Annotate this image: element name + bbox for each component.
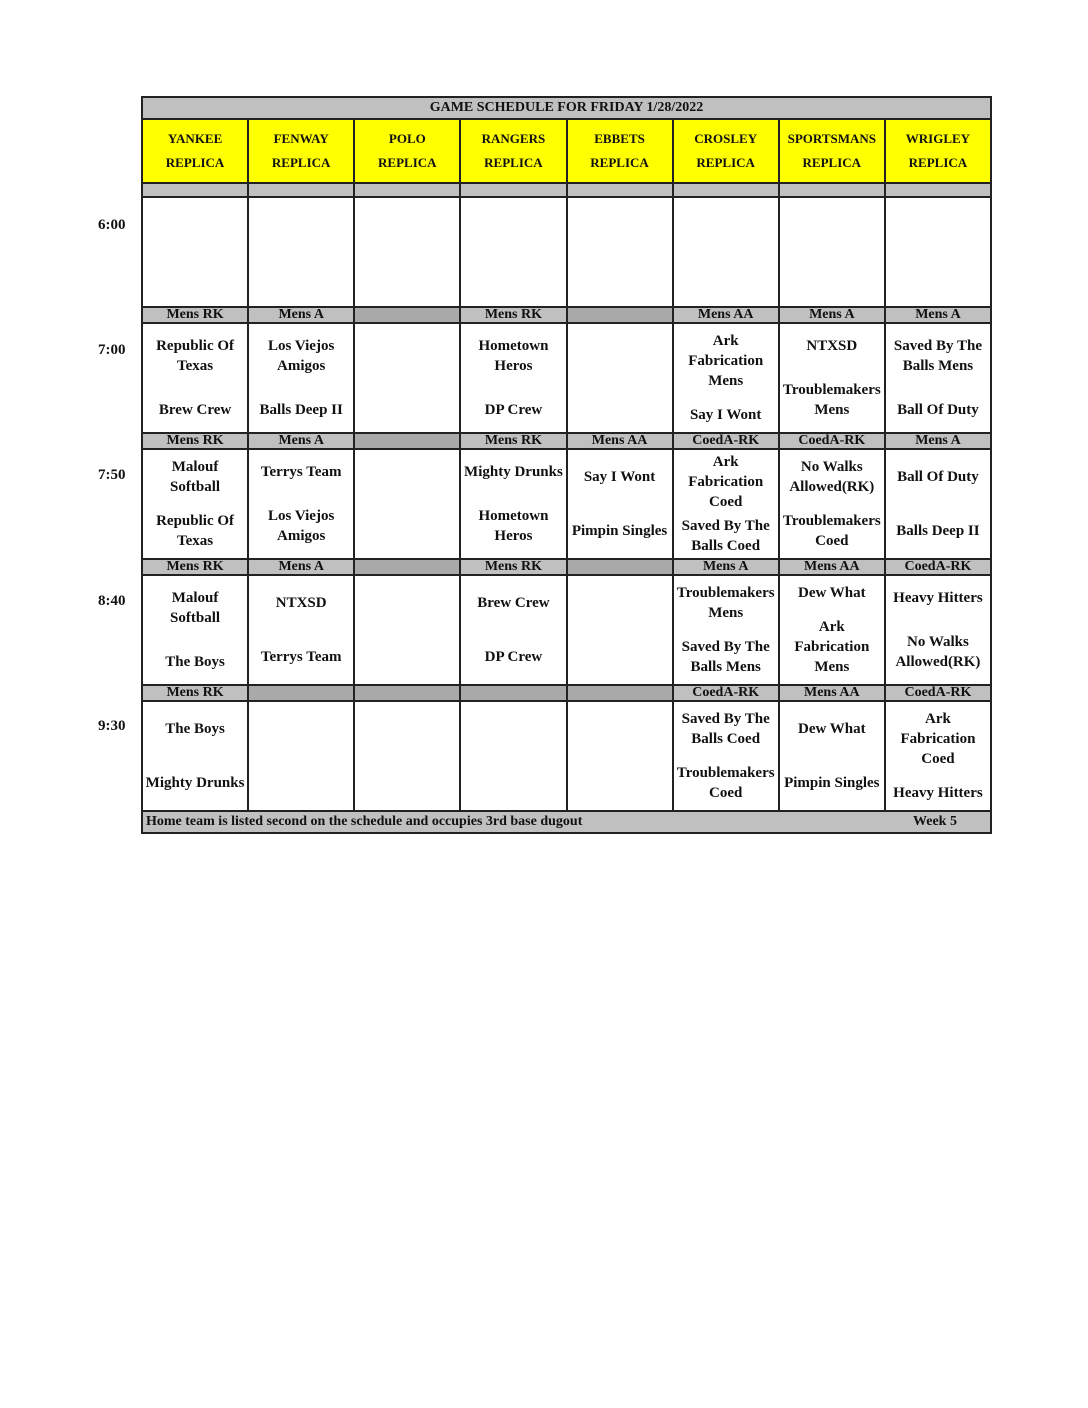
home-team [355,521,459,541]
field-name: EBBETS [594,131,645,146]
field-header-crosley [673,119,779,183]
division-label [354,307,460,323]
time-slot-label: 9:30 [98,718,126,734]
away-team: Dew What [797,585,866,601]
away-team [355,593,459,613]
schedule-title: GAME SCHEDULE FOR FRIDAY 1/28/2022 [142,97,991,119]
division-label: CoedA-RK [673,433,779,449]
field-name: CROSLEY [694,131,758,146]
away-team [143,215,247,235]
game-cell [779,575,885,685]
away-team: Terrys Team [260,464,342,480]
away-team: Dew What [797,721,866,737]
home-team [780,269,884,289]
home-team: Troublemakers Coed [782,513,881,549]
field-header-wrigley [885,119,991,183]
home-team: Balls Deep II [896,523,980,539]
division-label [567,307,673,323]
away-team: The Boys [165,721,225,737]
game-cell [673,197,779,307]
time-slot-label: 7:50 [98,467,126,483]
home-team: Los Viejos Amigos [268,508,335,544]
home-team-note: Home team is listed second on the schedule and occupies 3rd base dugout [146,814,583,829]
game-cell [142,575,248,685]
away-team: Ball Of Duty [897,469,979,485]
field-name: SPORTSMANS [787,131,877,146]
away-team [249,719,353,739]
division-label: Mens AA [779,559,885,575]
division-label: Mens A [673,559,779,575]
division-label [354,685,460,701]
home-team [249,269,353,289]
home-team: No Walks Allowed(RK) [895,634,981,670]
home-team: Mighty Drunks [145,775,245,791]
field-name: WRIGLEY [905,131,971,146]
game-cell [354,197,460,307]
home-team: Saved By The Balls Mens [681,639,770,675]
division-label: Mens AA [567,433,673,449]
home-team: Saved By The Balls Coed [681,518,770,554]
home-team [568,395,672,415]
away-team [568,341,672,361]
away-team [568,719,672,739]
field-header-ebbets [567,119,673,183]
home-team [355,269,459,289]
game-cell [779,323,885,433]
field-name: FENWAY [273,131,329,146]
game-cell [460,197,566,307]
game-cell [673,701,779,811]
away-team: Republic Of Texas [156,338,235,374]
away-team: Ark Fabrication Mens [688,333,764,389]
away-team: NTXSD [275,595,327,611]
game-cell [779,197,885,307]
division-label [248,685,354,701]
home-team [886,269,990,289]
game-cell [567,575,673,685]
field-subtitle: REPLICA [908,155,968,170]
division-label: CoedA-RK [885,685,991,701]
home-team [249,773,353,793]
home-team: The Boys [165,654,225,670]
game-cell [885,197,991,307]
away-team: Mighty Drunks [464,464,563,480]
field-header-yankee [142,119,248,183]
field-header-fenway [248,119,354,183]
field-subtitle: REPLICA [484,155,543,170]
division-label: Mens RK [142,559,248,575]
field-subtitle: REPLICA [696,155,755,170]
field-name: RANGERS [481,131,546,146]
game-cell [567,197,673,307]
game-cell [354,701,460,811]
home-team: Pimpin Singles [571,523,668,539]
division-label: Mens A [885,433,991,449]
division-label [354,433,460,449]
home-team [568,647,672,667]
game-cell [673,449,779,559]
game-cell [248,323,354,433]
field-subtitle: REPLICA [165,155,225,170]
away-team [461,215,565,235]
away-team: Ark Fabrication Coed [900,711,976,767]
division-label: Mens A [248,307,354,323]
home-team: Ark Fabrication Mens [794,619,870,675]
header-spacer [248,183,354,197]
away-team: Malouf Softball [170,590,221,626]
away-team [355,341,459,361]
header-spacer [673,183,779,197]
away-team [355,719,459,739]
field-subtitle: REPLICA [378,155,437,170]
field-subtitle: REPLICA [271,155,331,170]
home-team: Balls Deep II [259,402,343,418]
away-team: Ark Fabrication Coed [688,454,764,510]
game-cell [354,575,460,685]
division-label: Mens AA [779,685,885,701]
home-team [355,395,459,415]
game-cell [354,323,460,433]
away-team [461,719,565,739]
division-label: Mens RK [460,433,566,449]
header-spacer [885,183,991,197]
home-team: Troublemakers Mens [782,382,881,418]
game-cell [885,449,991,559]
home-team: Heavy Hitters [893,785,983,801]
field-header-polo [354,119,460,183]
game-cell [779,449,885,559]
division-label [460,685,566,701]
game-cell [885,701,991,811]
division-label: Mens A [779,307,885,323]
home-team: Ball Of Duty [897,402,979,418]
away-team [355,215,459,235]
away-team: NTXSD [806,338,858,354]
game-cell [885,575,991,685]
home-team [568,269,672,289]
game-cell [673,575,779,685]
game-cell [779,701,885,811]
division-label: CoedA-RK [885,559,991,575]
game-cell [248,449,354,559]
division-label: Mens RK [142,307,248,323]
home-team [461,773,565,793]
game-cell [248,197,354,307]
home-team: Troublemakers Coed [676,765,775,801]
home-team [461,269,565,289]
home-team: Say I Wont [689,407,762,423]
division-label: Mens RK [142,433,248,449]
game-cell [142,701,248,811]
game-cell [142,449,248,559]
division-label: Mens A [248,433,354,449]
home-team [143,269,247,289]
away-team [249,215,353,235]
field-header-rangers [460,119,566,183]
game-cell [248,701,354,811]
game-cell [460,575,566,685]
game-cell [885,323,991,433]
game-cell [460,701,566,811]
home-team [355,773,459,793]
home-team: Republic Of Texas [156,513,235,549]
division-label: Mens AA [673,307,779,323]
away-team [355,467,459,487]
schedule-table [141,96,992,834]
time-slot-label: 8:40 [98,593,126,609]
division-label: Mens A [885,307,991,323]
away-team [674,215,778,235]
schedule-grid [141,96,992,834]
away-team [780,215,884,235]
game-cell [354,449,460,559]
division-label: Mens RK [460,307,566,323]
home-team: Pimpin Singles [784,775,880,791]
home-team [355,647,459,667]
field-name: POLO [388,131,426,146]
game-cell [460,323,566,433]
division-label [567,559,673,575]
week-label: Week 5 [913,814,957,829]
schedule-footer [142,811,991,833]
away-team: Say I Wont [583,469,656,485]
home-team [568,773,672,793]
division-label: Mens RK [142,685,248,701]
home-team: DP Crew [484,402,543,418]
game-cell [673,323,779,433]
field-subtitle: REPLICA [802,155,862,170]
home-team: Hometown Heros [478,508,549,544]
home-team: Terrys Team [260,649,342,665]
header-spacer [779,183,885,197]
away-team: Brew Crew [477,595,550,611]
away-team: Saved By The Balls Coed [681,711,770,747]
division-label: CoedA-RK [779,433,885,449]
game-cell [142,323,248,433]
header-spacer [354,183,460,197]
field-header-sportsmans [779,119,885,183]
home-team [674,269,778,289]
home-team: Brew Crew [158,402,232,418]
field-name: YANKEE [167,131,223,146]
field-subtitle: REPLICA [590,155,649,170]
away-team [568,215,672,235]
away-team: No Walks Allowed(RK) [789,459,875,495]
away-team: Los Viejos Amigos [268,338,335,374]
game-cell [248,575,354,685]
division-label: Mens A [248,559,354,575]
division-label: Mens RK [460,559,566,575]
game-cell [567,323,673,433]
header-spacer [567,183,673,197]
time-slot-label: 6:00 [98,217,126,233]
time-slot-label: 7:00 [98,342,126,358]
game-cell [142,197,248,307]
header-spacer [460,183,566,197]
away-team: Hometown Heros [478,338,549,374]
away-team: Heavy Hitters [893,590,983,606]
away-team: Malouf Softball [170,459,221,495]
game-cell [460,449,566,559]
header-spacer [142,183,248,197]
away-team: Saved By The Balls Mens [893,338,982,374]
division-label: CoedA-RK [673,685,779,701]
game-cell [567,449,673,559]
game-cell [567,701,673,811]
away-team [886,215,990,235]
division-label [354,559,460,575]
away-team [568,593,672,613]
away-team: Troublemakers Mens [676,585,775,621]
division-label [567,685,673,701]
home-team: DP Crew [484,649,543,665]
